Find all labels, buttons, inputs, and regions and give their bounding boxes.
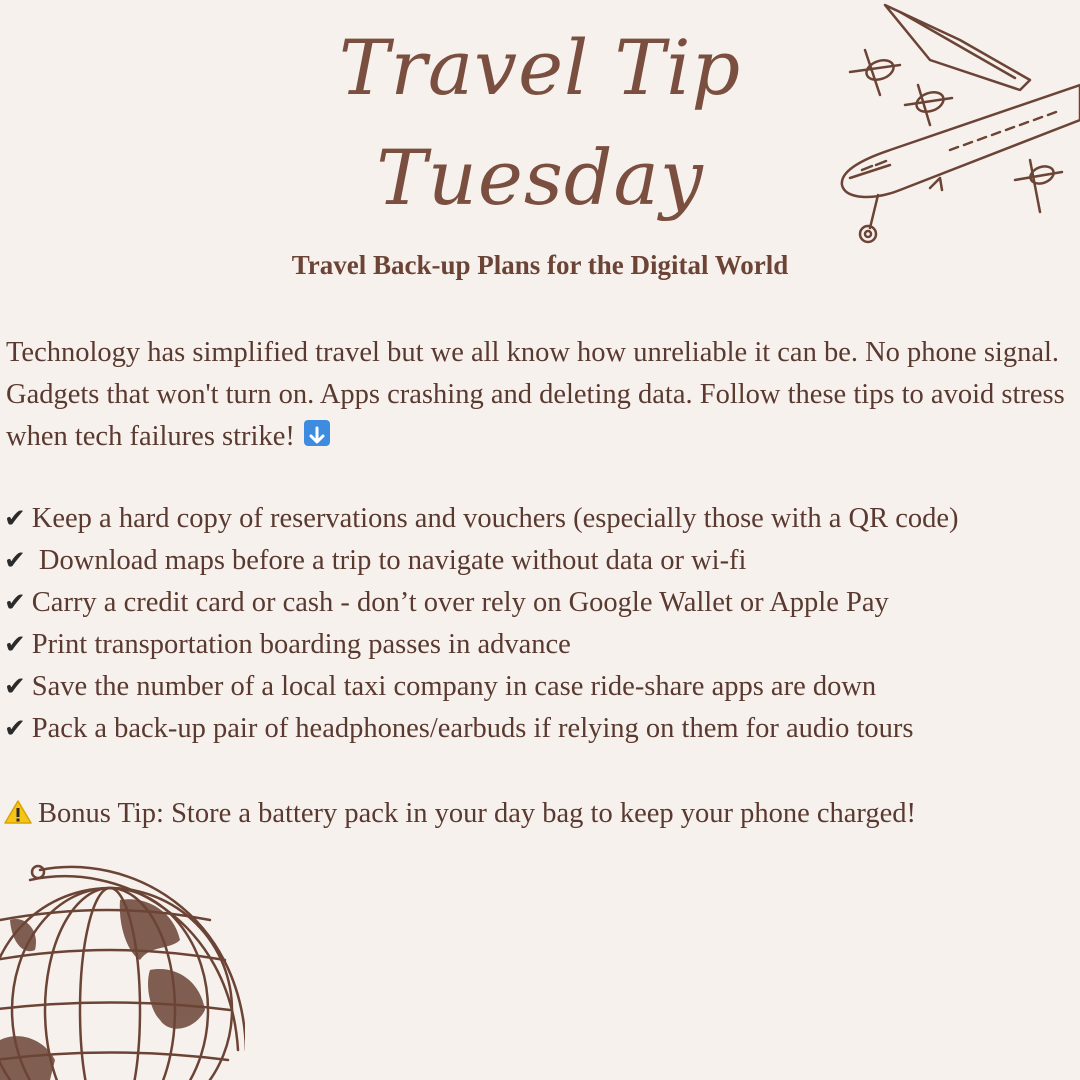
tip-item: [4, 582, 1074, 624]
tip-text: Pack a back-up pair of headphones/earbuds if relying on them for audio tours: [31, 713, 914, 744]
title-line-2: Tuesday: [376, 133, 704, 222]
tip-text: Carry a credit card or cash - don’t over rely on Google Wallet or Apple Pay: [31, 587, 889, 618]
bonus-text: Bonus Tip: Store a battery pack in your day bag to keep your phone charged!: [38, 798, 917, 829]
check-mark-icon: ✔: [4, 504, 26, 534]
airplane-illustration: [830, 0, 1080, 250]
check-mark-icon: ✔: [4, 546, 26, 576]
tip-item: [4, 540, 1074, 582]
intro-paragraph: [6, 332, 1066, 458]
tip-item: [4, 666, 1074, 708]
bonus-tip: [4, 793, 1074, 835]
tip-item: [4, 624, 1074, 666]
check-mark-icon: ✔: [4, 672, 26, 702]
tip-item: [4, 498, 1074, 540]
check-mark-icon: ✔: [4, 714, 26, 744]
subtitle: Travel Back-up Plans for the Digital World: [291, 250, 789, 280]
tip-text: Keep a hard copy of reservations and vouchers (especially those with a QR code): [31, 503, 959, 534]
tips-list: [4, 498, 1074, 750]
globe-illustration: [0, 860, 245, 1080]
warning-icon: [4, 799, 32, 825]
tip-text: Print transportation boarding passes in advance: [31, 629, 571, 660]
tip-text: Download maps before a trip to navigate without data or wi-fi: [31, 545, 747, 576]
check-mark-icon: ✔: [4, 630, 26, 660]
check-mark-icon: ✔: [4, 588, 26, 618]
intro-text: Technology has simplified travel but we all know how unreliable it can be. No phone signal. Gadgets that won't turn on. Apps crashing and deleting data. Follow these tips to avoid stress when tech failures strike!: [6, 337, 1065, 452]
title-line-1: Travel Tip: [338, 23, 742, 112]
tip-item: [4, 708, 1074, 750]
down-arrow-icon: [304, 420, 330, 446]
tip-text: Save the number of a local taxi company in case ride-share apps are down: [31, 671, 877, 702]
